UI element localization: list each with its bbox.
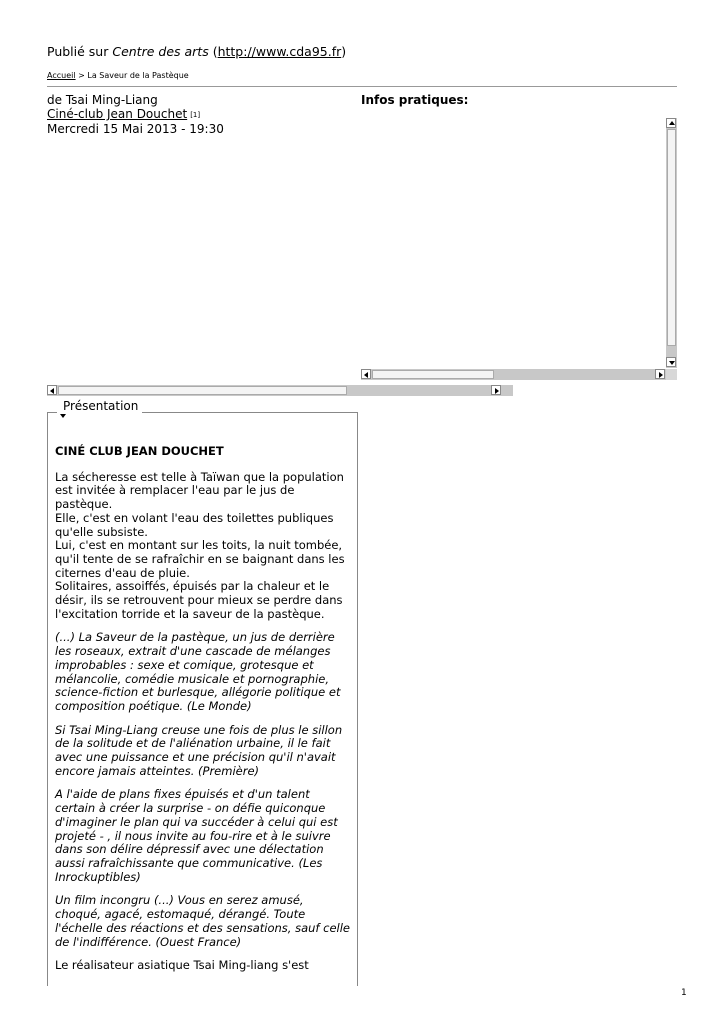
press-quote: Un film incongru (...) Vous en serez amusé, choqué, agacé, estomaqué, dérangé. Toute l'échelle des réactions et des sensations, sauf celle de l'indifférence. (Ouest France) <box>55 893 350 949</box>
infos-heading: Infos pratiques: <box>361 93 469 107</box>
page-number: 1 <box>681 988 687 998</box>
synopsis-line: Elle, c'est en volant l'eau des toilettes publiques qu'elle subsiste. <box>55 510 334 539</box>
director-line: de Tsai Ming-Liang <box>47 93 158 107</box>
synopsis-paragraph <box>55 471 353 622</box>
scrollbar-corner <box>666 369 677 380</box>
site-name: Centre des arts <box>112 44 209 59</box>
breadcrumb-separator: > <box>78 71 85 80</box>
synopsis-line: Solitaires, assoiffés, épuisés par la chaleur et le désir, ils se retrouvent pour mieux se perdre dans l'excitation torride et la saveur de la pastèque. <box>55 579 343 621</box>
breadcrumb-home-link[interactable]: Accueil <box>47 71 76 80</box>
published-prefix: Publié sur <box>47 44 109 59</box>
main-scroll-right-button[interactable] <box>491 385 501 395</box>
presentation-legend[interactable]: Présentation <box>57 399 142 413</box>
infos-vertical-scroll-thumb[interactable] <box>667 129 676 346</box>
published-line: Publié sur Centre des arts (http://www.cda95.fr) <box>47 44 347 59</box>
presentation-heading: CINÉ CLUB JEAN DOUCHET <box>55 444 224 458</box>
press-quote: A l'aide de plans fixes épuisés et d'un talent certain à créer la surprise - on défie quiconque d'imaginer le plan qui va succéder à celui qui est projeté - , il nous invite au fou-rire et à le suivre dans son délire dépressif avec une délectation aussi rafraîchissante que communicative. (Les Inrockuptibles) <box>55 787 338 884</box>
event-datetime: Mercredi 15 Mai 2013 - 19:30 <box>47 122 224 136</box>
presentation-content <box>55 445 353 983</box>
scroll-down-button[interactable] <box>666 357 676 367</box>
synopsis-line: Lui, c'est en montant sur les toits, la nuit tombée, qu'il tente de se rafraîchir en se baignant dans les citernes d'eau de pluie. <box>55 538 345 580</box>
collapse-arrow-icon[interactable] <box>60 414 66 418</box>
synopsis-line: La sécheresse est telle à Taïwan que la population est invitée à remplacer l'eau par le jus de pastèque. <box>55 469 344 512</box>
scroll-up-button[interactable] <box>666 118 676 128</box>
breadcrumb-current: La Saveur de la Pastèque <box>87 71 189 80</box>
breadcrumb <box>47 71 189 80</box>
press-quote: (...) La Saveur de la pastèque, un jus de derrière les roseaux, extrait d'une cascade de mélanges improbables : sexe et comique, grotesque et mélancolie, comédie musicale et pornographie, science-fiction et burlesque, allégorie politique et composition poétique. (Le Monde) <box>55 630 341 713</box>
category-link[interactable]: Ciné-club Jean Douchet <box>47 107 188 121</box>
infos-horizontal-scroll-thumb[interactable] <box>372 370 494 379</box>
main-scroll-left-button[interactable] <box>47 385 57 395</box>
press-quote: Si Tsai Ming-Liang creuse une fois de plus le sillon de la solitude et de l'aliénation urbaine, il le fait avec une puissance et une précision qu'il n'avait encore jamais atteintes. (Première) <box>55 722 343 778</box>
category-ref: [1] <box>190 111 201 119</box>
event-info <box>47 93 224 136</box>
header-divider <box>47 86 677 87</box>
infos-scroll-left-button[interactable] <box>361 369 371 379</box>
infos-scroll-right-button[interactable] <box>655 369 665 379</box>
closing-paragraph: Le réalisateur asiatique Tsai Ming-liang s'est <box>55 958 309 973</box>
main-horizontal-scroll-thumb[interactable] <box>58 386 347 395</box>
site-url-link[interactable]: http://www.cda95.fr <box>217 44 342 59</box>
